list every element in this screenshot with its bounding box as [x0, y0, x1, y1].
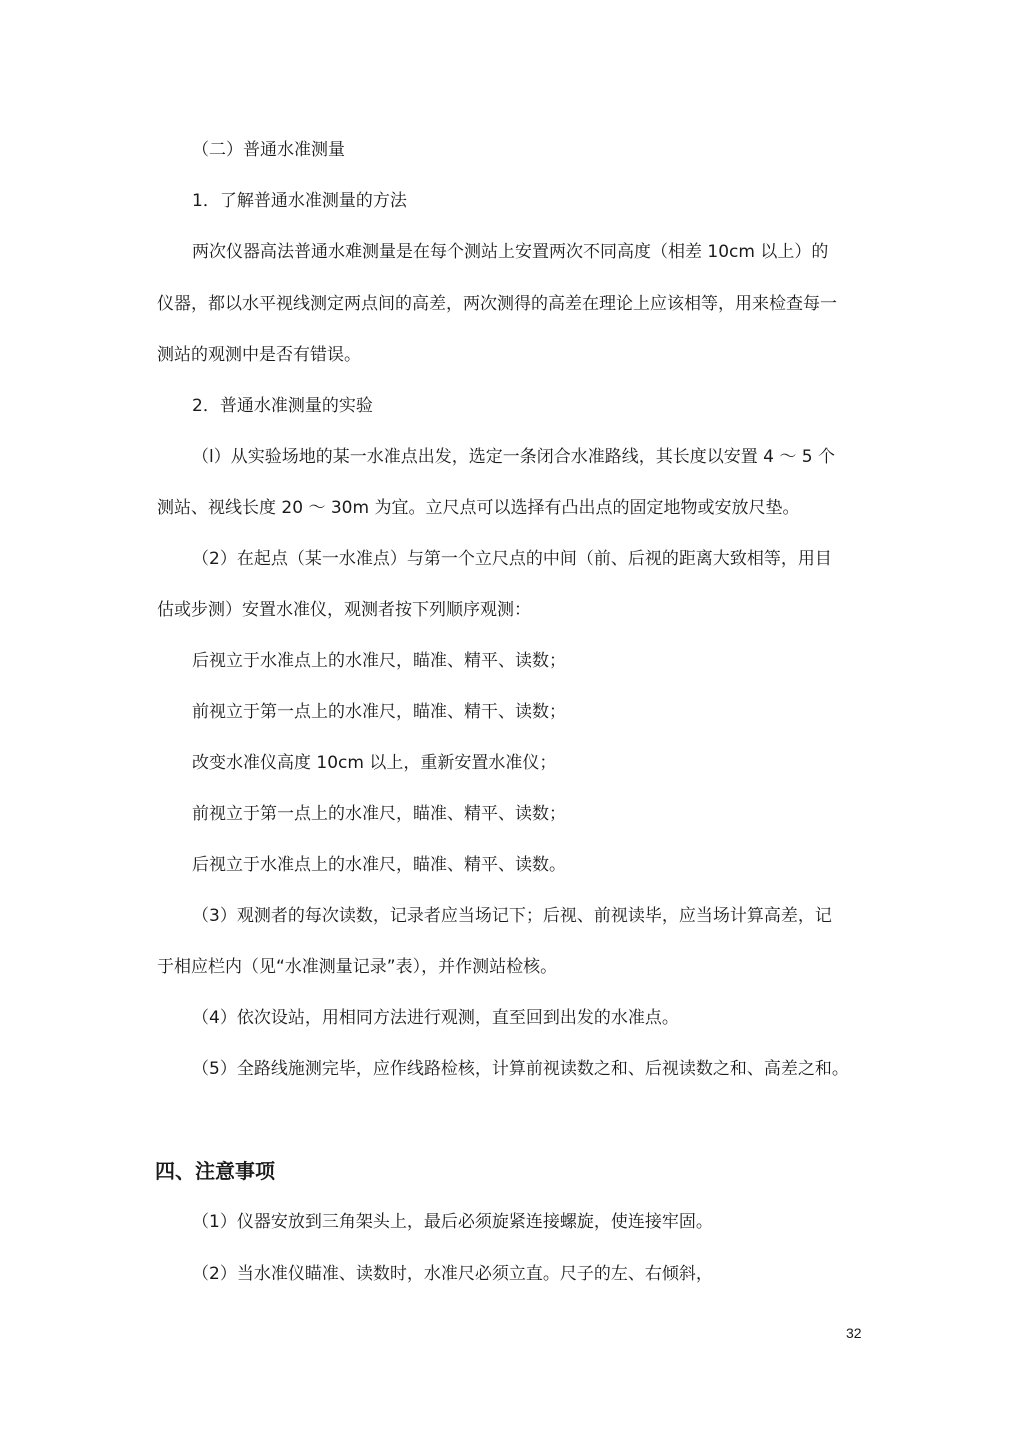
paragraph-line: （5）全路线施测完毕，应作线路检核，计算前视读数之和、后视读数之和、高差之和。	[192, 1059, 849, 1079]
paragraph-line: 测站、视线长度 20 ～ 30m 为宜。立尺点可以选择有凸出点的固定地物或安放尺垫。	[157, 498, 800, 518]
notes-heading: 四、注意事项	[155, 1159, 275, 1183]
sequence-item: 前视立于第一点上的水准尺，瞄准、精干、读数；	[192, 702, 566, 722]
note-line: （2）当水准仪瞄准、读数时，水准尺必须立直。尺子的左、右倾斜，	[192, 1264, 713, 1284]
page-number: 32	[846, 1325, 862, 1341]
sequence-item: 后视立于水准点上的水准尺，瞄准、精平、读数；	[192, 651, 566, 671]
item1-title: 1．了解普通水准测量的方法	[192, 191, 407, 211]
paragraph-line: 估或步测）安置水准仪，观测者按下列顺序观测：	[157, 600, 531, 620]
sequence-item: 前视立于第一点上的水准尺，瞄准、精平、读数；	[192, 804, 566, 824]
paragraph-line: 于相应栏内（见“水准测量记录”表），并作测站检核。	[157, 957, 558, 977]
item2-title: 2．普通水准测量的实验	[192, 396, 373, 416]
paragraph-line: 两次仪器高法普通水难测量是在每个测站上安置两次不同高度（相差 10cm 以上）的	[192, 242, 829, 262]
section-title: （二）普通水准测量	[192, 140, 345, 160]
paragraph-line: 仪器，都以水平视线测定两点间的高差，两次测得的高差在理论上应该相等，用来检查每一	[157, 294, 837, 314]
note-line: （1）仪器安放到三角架头上，最后必须旋紧连接螺旋，使连接牢固。	[192, 1212, 713, 1232]
paragraph-line: （3）观测者的每次读数，记录者应当场记下；后视、前视读毕，应当场计算高差，记	[192, 906, 832, 926]
paragraph-line: （2）在起点（某一水准点）与第一个立尺点的中间（前、后视的距离大致相等，用目	[192, 549, 832, 569]
paragraph-line: 测站的观测中是否有错误。	[157, 345, 361, 365]
sequence-item: 后视立于水准点上的水准尺，瞄准、精平、读数。	[192, 855, 566, 875]
paragraph-line: （4）依次设站，用相同方法进行观测，直至回到出发的水准点。	[192, 1008, 679, 1028]
sequence-item: 改变水准仪高度 10cm 以上，重新安置水准仪；	[192, 753, 557, 773]
paragraph-line: （l）从实验场地的某一水准点出发，选定一条闭合水准路线，其长度以安置 4 ～ 5 个	[192, 447, 835, 467]
